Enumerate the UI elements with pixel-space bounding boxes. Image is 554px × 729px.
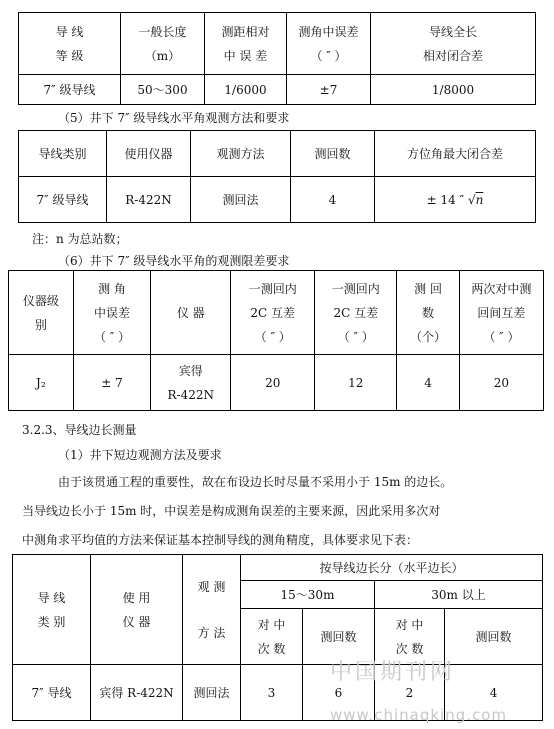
range-cell: 15～30m [241,581,375,609]
header-line: 一般长度 [138,24,187,39]
table-cell: 1/8000 [371,75,536,105]
note: 注：n 为总站数； [32,232,128,246]
table-header-row [9,271,544,355]
header-cell: 方位角最大闭合差 [375,131,536,177]
header-line: 类 别 [37,614,66,629]
watermark-url: www.chinaqking.com [330,706,508,724]
header-line: （ ″ ） [93,329,131,344]
section-5-title: （5）井下 7″ 级导线水平角观测方法和要求 [58,111,290,125]
header-cell: 观测方法 [191,131,291,177]
range-cell: 30m 以上 [375,581,543,609]
table-cell: 3 [241,665,303,721]
table-cell: 4 [397,355,460,411]
table-row [19,177,536,223]
sqrt-icon: √ [467,192,476,207]
header-cell: 测回数 [303,609,375,665]
header-cell [19,13,121,75]
table-cell: ±7 [287,75,371,105]
header-line: 测 角 [98,281,126,296]
header-line: 2C 互差 [333,305,379,320]
closure-cell [375,177,536,223]
header-cell: 测回数 [291,131,375,177]
table-cell: R-422N [107,177,191,223]
header-line: 中误差 [94,305,131,320]
table-cell: 1/6000 [205,75,287,105]
closure-radical: n [475,192,484,207]
header-cell: 使用仪器 [107,131,191,177]
table-row [9,355,544,411]
cell-line: 宾得 [178,363,203,378]
paragraph-line: 中测角求平均值的方法来保证基本控制导线的测角精度，具体要求见下表： [22,533,419,547]
closure-prefix: ± 14 ″ [426,192,465,207]
header-cell: 测回数 [445,609,543,665]
header-line: （ ″ ） [254,329,291,344]
table-cell: 7″ 级导线 [19,177,107,223]
table-cell: 7″ 级导线 [19,75,121,105]
header-cell [13,555,91,665]
header-cell [183,555,241,665]
header-line: 导 线 [37,590,66,605]
table-cell: 20 [459,355,543,411]
header-line: （m） [144,48,181,63]
table-cell: J₂ [9,355,74,411]
table-cell: 6 [303,665,375,721]
table-cell: 测回法 [183,665,241,721]
header-line: （ ″ ） [337,329,374,344]
header-cell [231,271,315,355]
header-cell [241,609,303,665]
watermark-cn: 中国期刊网 [330,660,456,685]
header-line: 两次对中测 [471,281,532,296]
table-header-row [19,131,536,177]
header-line: 仪 器 [176,305,205,320]
header-cell [121,13,205,75]
header-line: 中 误 差 [223,48,268,63]
header-cell [151,271,231,355]
header-line: 2C 互差 [250,305,296,320]
table-cell: 宾得 R-422N [91,665,183,721]
cell-line: R-422N [167,387,215,402]
header-cell [73,271,151,355]
header-line: 测 回 [414,281,442,296]
section-6-title: （6）井下 7″ 级导线水平角的观测限差要求 [58,254,290,268]
header-line: 对 中 [395,617,424,632]
header-cell [371,13,536,75]
table-cell: ± 7 [73,355,151,411]
header-cell [397,271,460,355]
header-line: （ ″ ） [483,329,520,344]
header-line: 等 级 [55,48,84,63]
header-line: 别 [34,317,47,332]
header-line: 数 [422,305,435,320]
header-line: 测角中误差 [298,24,359,39]
header-cell: 导线类别 [19,131,107,177]
table-cell: 12 [315,355,397,411]
header-cell [9,271,74,355]
paragraph-line: 当导线边长小于 15m 时，中误差是构成测角误差的主要来源，因此采用多次对 [22,504,441,518]
table-tolerance [8,270,544,411]
table-traverse-grade [18,12,536,105]
table-cell: 4 [445,665,543,721]
header-cell [459,271,543,355]
header-cell [315,271,397,355]
section-3-2-3-title: 3.2.3、导线边长测量 [22,423,137,437]
header-line: 回间互差 [477,305,526,320]
table-cell: 测回法 [191,177,291,223]
header-line: （ ″ ） [310,48,347,63]
table-row [19,75,536,105]
header-line: 导 线 [55,24,84,39]
header-line: 测距相对 [221,24,270,39]
table-observation-method [18,130,536,223]
table-header-row [13,555,543,581]
header-cell [91,555,183,665]
section-1-title: （1）井下短边观测方法及要求 [58,448,222,462]
table-short-side [12,554,543,721]
group-header-cell: 按导线边长分（水平边长） [241,555,543,581]
header-line: （个） [410,329,447,344]
header-line: 观 测 [197,579,226,594]
table-cell: 7″ 导线 [13,665,91,721]
header-line: 仪 器 [122,614,151,629]
header-line: 对 中 [257,617,286,632]
header-line: 次 数 [395,641,424,656]
table-cell [151,355,231,411]
table-cell: 2 [375,665,445,721]
table-cell: 20 [231,355,315,411]
header-line: 使 用 [122,590,151,605]
table-header-row [19,13,536,75]
table-cell: 50～300 [121,75,205,105]
header-line: 相对闭合差 [422,48,483,63]
header-line: 次 数 [257,641,286,656]
header-cell [205,13,287,75]
table-cell: 4 [291,177,375,223]
header-line: 导线全长 [428,24,477,39]
header-line: 一测回内 [248,281,297,296]
header-cell [287,13,371,75]
paragraph-line: 由于该贯通工程的重要性，故在布设边长时尽量不采用小于 15m 的边长。 [58,475,453,489]
header-line: 方 法 [197,625,226,640]
header-line: 一测回内 [331,281,380,296]
header-line: 仪器级 [22,293,59,308]
